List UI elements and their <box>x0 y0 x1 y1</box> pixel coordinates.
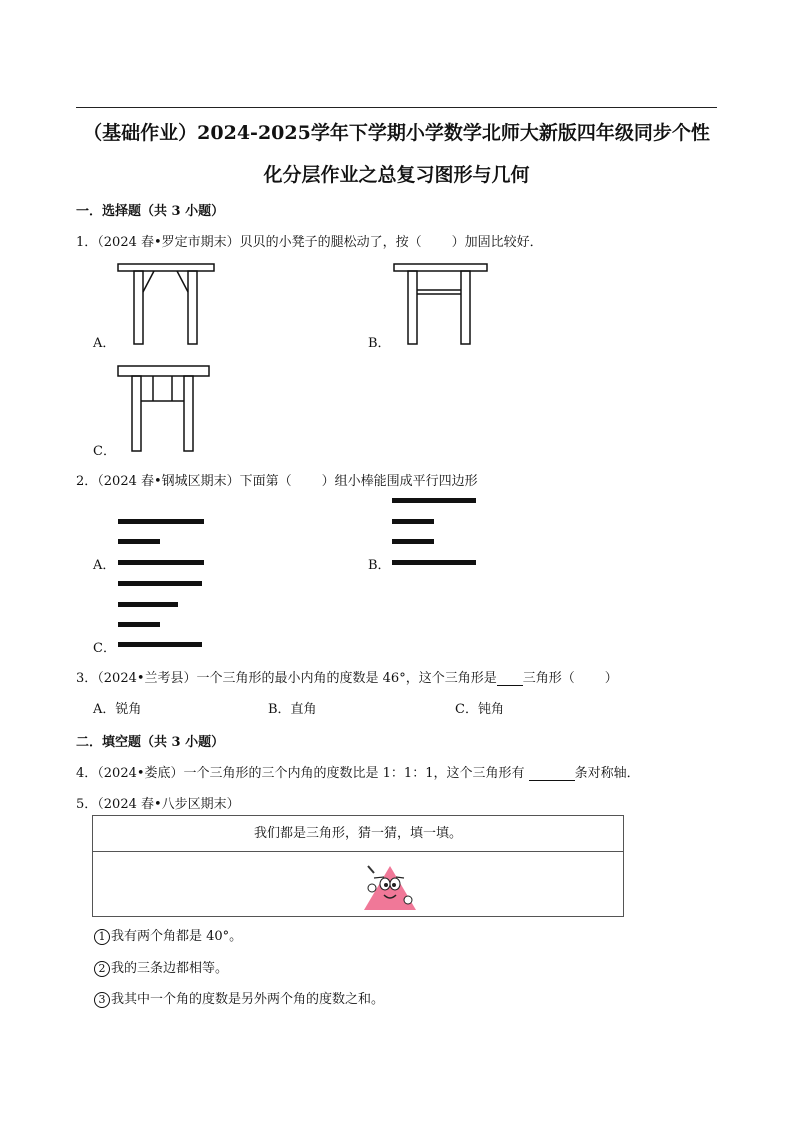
stick <box>118 581 202 586</box>
question-3-text-end: ） <box>604 671 618 686</box>
question-2 <box>76 470 478 489</box>
question-1-text-end: ）加固比较好． <box>451 235 543 250</box>
stool-a-diagram <box>116 262 216 347</box>
question-4-text-end: 条对称轴． <box>574 766 640 781</box>
question-1 <box>76 231 543 250</box>
q2-option-c-label[interactable]: C． <box>93 641 116 656</box>
q2-option-a-label[interactable]: A． <box>93 558 116 573</box>
stick <box>118 642 202 647</box>
stick <box>118 622 160 627</box>
answer-blank[interactable] <box>497 685 523 686</box>
q1-option-c-label[interactable]: C． <box>93 444 116 459</box>
page-title-line2: 化分层作业之总复习图形与几何 <box>263 164 530 186</box>
section-choice-heading: 一．选择题（共 3 小题） <box>76 204 225 219</box>
answer-blank[interactable] <box>529 780 575 781</box>
riddle-item-text: 我的三条边都相等。 <box>111 961 229 976</box>
stick <box>392 498 476 503</box>
riddle-item-text: 我有两个角都是 40°。 <box>111 929 243 944</box>
question-4-text: 4．（2024•娄底）一个三角形的三个内角的度数比是 1：1：1，这个三角形有 <box>76 766 529 781</box>
question-3 <box>76 667 618 686</box>
table-header: 我们都是三角形，猜一猜，填一填。 <box>93 816 623 852</box>
section-fill-heading: 二．填空题（共 3 小题） <box>76 735 225 750</box>
stick <box>118 560 204 565</box>
stick <box>392 560 476 565</box>
stick <box>118 519 204 524</box>
q1-option-a-label[interactable]: A． <box>93 336 116 351</box>
riddle-item <box>94 957 228 977</box>
stick <box>118 539 160 544</box>
stick <box>392 519 434 524</box>
riddle-item-text: 我其中一个角的度数是另外两个角的度数之和。 <box>111 992 385 1007</box>
page-title-line1: （基础作业）2024-2025学年下学期小学数学北师大新版四年级同步个性 <box>83 122 710 144</box>
header-rule <box>76 107 717 108</box>
stick <box>392 539 434 544</box>
q3-option-c[interactable]: C．钝角 <box>455 702 504 717</box>
table-image-cell <box>93 852 623 917</box>
question-5: 5．（2024 春•八步区期末） <box>76 797 240 812</box>
stool-c-diagram <box>116 364 216 454</box>
question-2-text-end: ）组小棒能围成平行四边形 <box>321 474 478 489</box>
riddle-item <box>94 925 242 945</box>
question-4 <box>76 762 640 781</box>
q3-option-a[interactable]: A．锐角 <box>93 702 142 717</box>
cartoon-triangle-image <box>358 860 420 914</box>
q2-option-b-label[interactable]: B． <box>368 558 391 573</box>
stick <box>118 602 178 607</box>
riddle-item <box>94 988 384 1008</box>
circled-number: 2 <box>94 961 110 977</box>
question-1-text: 1．（2024 春•罗定市期末）贝贝的小凳子的腿松动了，按（ <box>76 235 422 250</box>
q1-option-b-label[interactable]: B． <box>368 336 391 351</box>
circled-number: 3 <box>94 992 110 1008</box>
question-2-text: 2．（2024 春•钢城区期末）下面第（ <box>76 474 292 489</box>
q3-option-b[interactable]: B．直角 <box>268 702 317 717</box>
circled-number: 1 <box>94 929 110 945</box>
question-3-text-mid: 三角形（ <box>522 671 575 686</box>
question-3-text: 3．（2024•兰考县）一个三角形的最小内角的度数是 46°，这个三角形是 <box>76 671 497 686</box>
stool-b-diagram <box>392 262 492 347</box>
triangle-riddle-table <box>92 815 624 917</box>
